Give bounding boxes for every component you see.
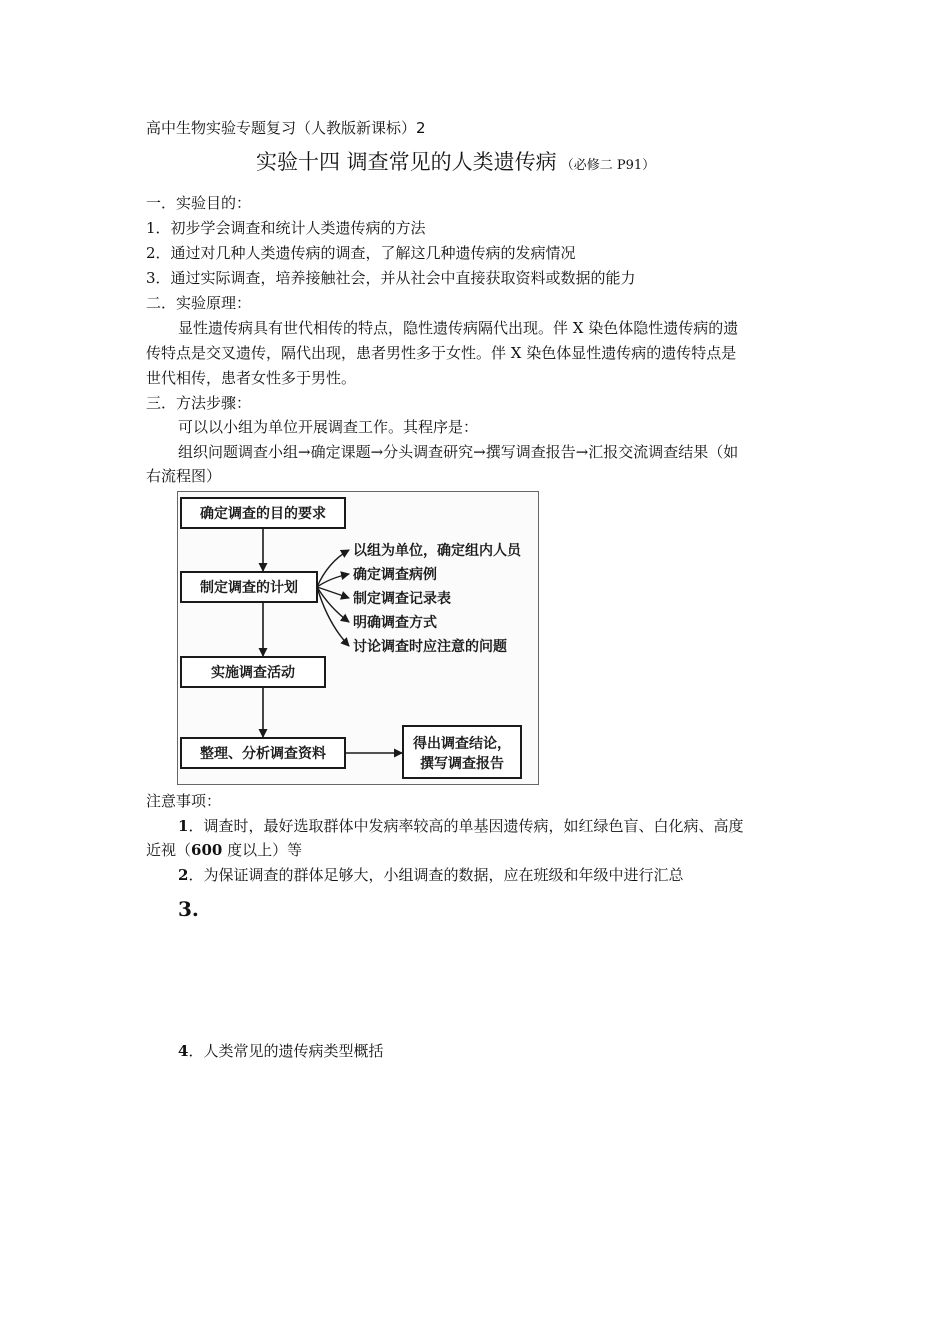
aim-item: 2．通过对几种人类遗传病的调查，了解这几种遗传病的发病情况: [146, 244, 576, 262]
flow-box-plan-label: 制定调查的计划: [200, 580, 298, 596]
notes-heading: 注意事项：: [146, 792, 222, 810]
branch-arrow: [317, 587, 349, 598]
aim-item: 1．初步学会调查和统计人类遗传病的方法: [146, 219, 426, 237]
note-item-1-line: [178, 815, 743, 837]
note-item-3: 3.: [178, 897, 199, 921]
note-text: ．人类常见的遗传病类型概括: [188, 1042, 384, 1060]
flow-box-conduct-label: 实施调查活动: [211, 665, 295, 681]
note-item-1-line: [146, 839, 302, 861]
note-text: ．为保证调查的群体足够大，小组调查的数据，应在班级和年级中进行汇总: [188, 866, 684, 884]
section-heading-principle: 二．实验原理：: [146, 294, 252, 312]
branch-label: 以组为单位，确定组内人员: [353, 543, 521, 559]
title-text: 实验十四 调查常见的人类遗传病: [256, 150, 557, 174]
branch-label: 明确调查方式: [353, 615, 437, 631]
flow-box-analyze-label: 整理、分析调查资料: [200, 746, 326, 762]
steps-sequence-line: 组织问题调查小组→确定课题→分头调查研究→撰写调查报告→汇报交流调查结果（如: [178, 443, 739, 461]
principle-line: 显性遗传病具有世代相传的特点，隐性遗传病隔代出现。伴 X 染色体隐性遗传病的遗: [178, 319, 739, 337]
steps-intro: 可以以小组为单位开展调查工作。其程序是：: [178, 418, 479, 436]
note-number-value: 600: [191, 841, 223, 859]
note-number: 2: [178, 866, 189, 884]
branch-label: 确定调查病例: [353, 567, 437, 583]
note-text: ．调查时，最好选取群体中发病率较高的单基因遗传病，如红绿色盲、白化病、高度: [188, 817, 744, 835]
flowchart-canvas: [178, 492, 538, 784]
note-text: 度以上）等: [222, 841, 303, 859]
note-text: 近视（: [146, 841, 192, 859]
section-heading-aims: 一．实验目的：: [146, 194, 252, 212]
note-number: 1: [178, 817, 189, 835]
steps-sequence-line: 右流程图）: [146, 467, 222, 485]
principle-line: 世代相传，患者女性多于男性。: [146, 369, 357, 387]
experiment-title: [256, 148, 655, 180]
branch-label: 讨论调查时应注意的问题: [353, 639, 507, 655]
branch-arrow: [317, 550, 349, 587]
branch-label: 制定调查记录表: [353, 591, 451, 607]
note-item-4-line: [178, 1040, 383, 1062]
flow-box-conclusion-label-1: 得出调查结论，: [413, 736, 511, 752]
document-header: 高中生物实验专题复习（人教版新课标）2: [146, 119, 426, 137]
flow-box-goal-label: 确定调查的目的要求: [200, 506, 326, 522]
principle-line: 传特点是交叉遗传，隔代出现，患者男性多于女性。伴 X 染色体显性遗传病的遗传特点是: [146, 344, 737, 362]
note-item-2-line: [178, 864, 683, 886]
note-number: 4: [178, 1042, 189, 1060]
title-note: （必修二 P91）: [560, 158, 656, 173]
branch-arrow: [317, 574, 349, 587]
aim-item: 3．通过实际调查，培养接触社会，并从社会中直接获取资料或数据的能力: [146, 269, 636, 287]
investigation-flowchart: [177, 491, 539, 785]
section-heading-steps: 三．方法步骤：: [146, 394, 252, 412]
flow-box-conclusion-label-2: 撰写调查报告: [420, 756, 504, 772]
